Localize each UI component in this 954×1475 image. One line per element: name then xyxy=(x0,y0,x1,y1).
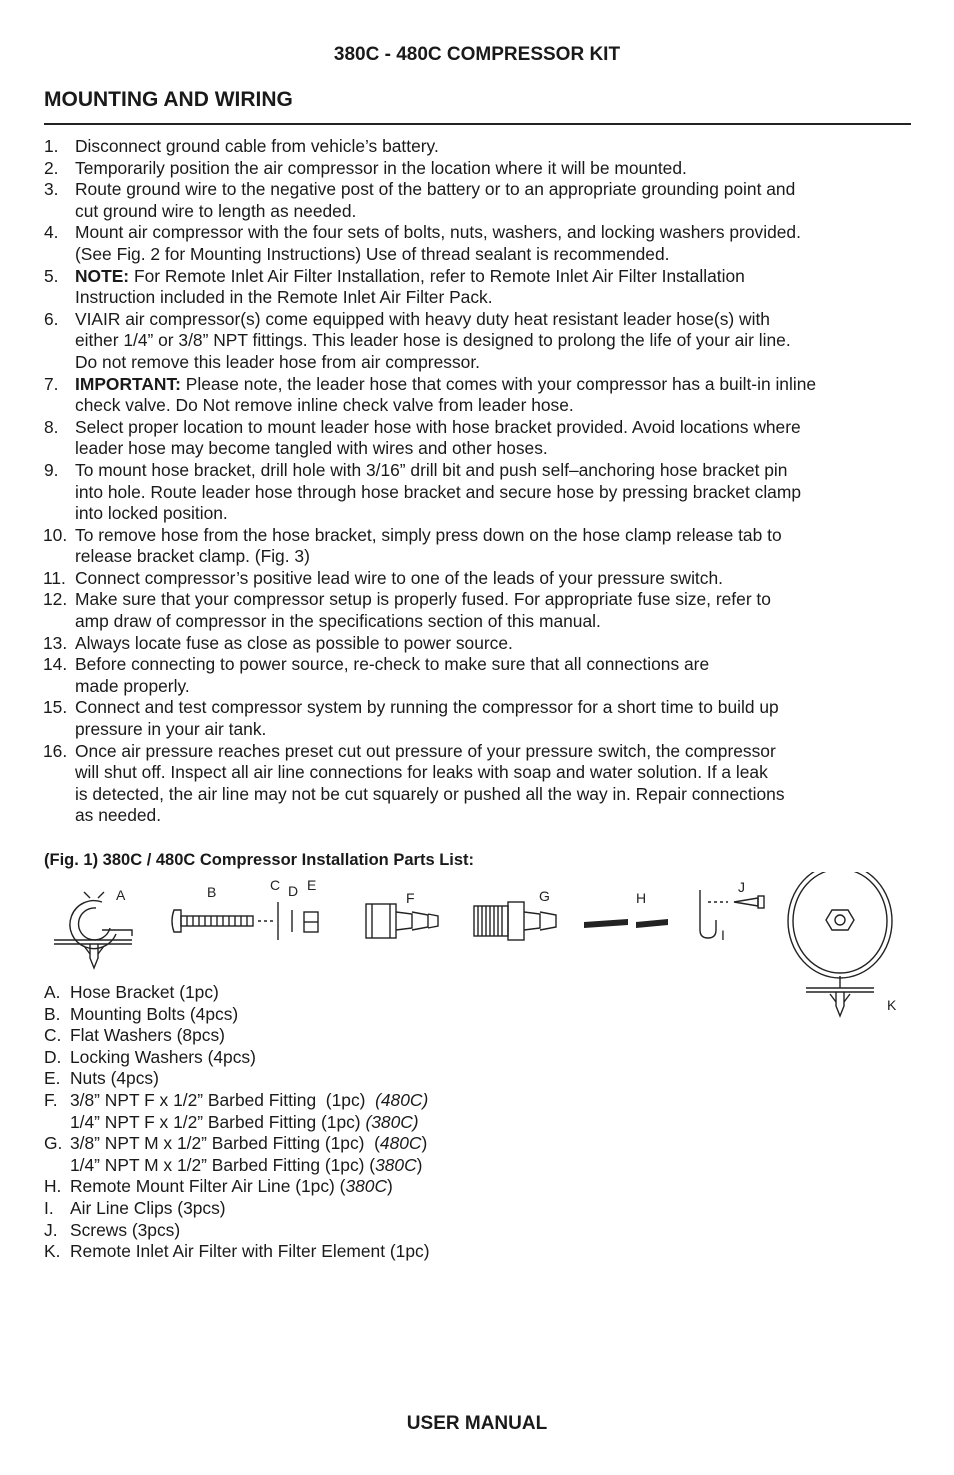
step-text-line: into locked position. xyxy=(75,503,228,524)
part-text: ) xyxy=(421,1133,428,1154)
step-number: 14. xyxy=(43,654,68,675)
step-text-line: leader hose may become tangled with wires and other hoses. xyxy=(75,438,548,459)
part-text: 1/4” NPT M x 1/2” Barbed Fitting (1pc) ( xyxy=(70,1154,376,1175)
step-number: 5. xyxy=(44,265,59,286)
part-letter: I. xyxy=(44,1197,54,1218)
step-item xyxy=(44,374,916,417)
part-text: Remote Mount Filter Air Line (1pc) ( xyxy=(70,1176,346,1197)
part-text: Locking Washers (4pcs) xyxy=(70,1046,256,1067)
step-text-line: Please note, the leader hose that comes with your compressor has a built-in inline xyxy=(180,373,817,394)
label-c: C xyxy=(270,877,281,893)
footer-label: USER MANUAL xyxy=(406,1413,548,1434)
part-text: 3/8” NPT M x 1/2” Barbed Fitting (1pc) ( xyxy=(70,1133,380,1154)
part-item xyxy=(44,1025,644,1047)
label-b: B xyxy=(207,884,217,900)
part-item xyxy=(44,1220,644,1242)
instruction-steps xyxy=(44,136,916,827)
label-k: K xyxy=(887,997,897,1013)
step-item xyxy=(44,179,916,222)
mounting-bolt-drawing xyxy=(172,910,253,932)
step-text-line: made properly. xyxy=(75,675,190,696)
hose-bracket-drawing xyxy=(54,892,132,968)
step-text-line: Do not remove this leader hose from air compressor. xyxy=(75,351,480,372)
step-number: 8. xyxy=(44,416,59,437)
step-text-line: Connect compressor’s positive lead wire to one of the leads of your pressure switch. xyxy=(75,567,723,588)
step-item xyxy=(44,309,916,374)
step-text-line: Always locate fuse as close as possible to power source. xyxy=(75,632,513,653)
step-item xyxy=(44,266,916,309)
clip-screw-drawing xyxy=(700,890,764,938)
step-text-line: Connect and test compressor system by running the compressor for a short time to build up xyxy=(75,697,779,718)
part-letter: K. xyxy=(44,1241,61,1262)
step-text-line: pressure in your air tank. xyxy=(75,719,267,740)
part-text: ) xyxy=(416,1154,423,1175)
part-item xyxy=(44,1133,644,1155)
step-item xyxy=(44,654,916,697)
male-fitting-drawing xyxy=(474,902,556,940)
part-model-tag: (380C) xyxy=(365,1111,419,1132)
part-text: Mounting Bolts (4pcs) xyxy=(70,1003,239,1024)
section-title: MOUNTING AND WIRING xyxy=(44,88,293,111)
step-number: 9. xyxy=(44,459,59,480)
step-number: 13. xyxy=(43,632,68,653)
label-d: D xyxy=(288,883,299,899)
part-item xyxy=(44,1090,644,1112)
part-text: Remote Inlet Air Filter with Filter Element (1pc) xyxy=(70,1241,430,1262)
step-text-line: as needed. xyxy=(75,805,162,826)
part-text: Screws (3pcs) xyxy=(70,1219,181,1240)
step-text-line: cut ground wire to length as needed. xyxy=(75,200,357,221)
step-item xyxy=(44,136,916,158)
step-number: 1. xyxy=(44,136,59,156)
step-item xyxy=(44,568,916,590)
step-number: 3. xyxy=(44,179,59,200)
step-number: 10. xyxy=(43,524,68,545)
label-e: E xyxy=(307,877,317,893)
part-letter: G. xyxy=(44,1133,63,1154)
step-number: 6. xyxy=(44,308,59,329)
step-item xyxy=(44,158,916,180)
step-text-line: Mount air compressor with the four sets of bolts, nuts, washers, and locking washers provided. xyxy=(75,222,801,243)
step-text-line: Disconnect ground cable from vehicle’s battery. xyxy=(75,136,439,156)
step-text-line: VIAIR air compressor(s) come equipped with heavy duty heat resistant leader hose(s) with xyxy=(75,308,770,329)
washers-nut-drawing xyxy=(258,902,318,940)
step-emphasis: IMPORTANT: xyxy=(75,373,181,394)
step-text-line: either 1/4” or 3/8” NPT fittings. This leader hose is designed to prolong the life of your air line. xyxy=(75,330,791,351)
step-text-line: (See Fig. 2 for Mounting Instructions) Use of thread sealant is recommended. xyxy=(75,243,670,264)
step-item xyxy=(44,589,916,632)
step-text-line: will shut off. Inspect all air line connections for leaks with soap and water solution. If a leak xyxy=(75,762,768,783)
part-text: Nuts (4pcs) xyxy=(70,1068,159,1089)
step-item xyxy=(44,741,916,827)
step-text-line: Instruction included in the Remote Inlet Air Filter Pack. xyxy=(75,287,493,308)
step-item xyxy=(44,525,916,568)
step-text-line: amp draw of compressor in the specifications section of this manual. xyxy=(75,611,601,632)
part-text: Flat Washers (8pcs) xyxy=(70,1025,225,1046)
part-letter: J. xyxy=(44,1219,58,1240)
step-text-line: To mount hose bracket, drill hole with 3/16” drill bit and push self–anchoring hose bracket pin xyxy=(75,459,788,480)
section-divider xyxy=(44,123,911,125)
part-item xyxy=(44,1155,644,1177)
part-letter: B. xyxy=(44,1003,61,1024)
part-letter: A. xyxy=(44,982,61,1002)
part-letter: E. xyxy=(44,1068,61,1089)
step-item xyxy=(44,417,916,460)
step-text-line: Make sure that your compressor setup is properly fused. For appropriate fuse size, refer to xyxy=(75,589,771,610)
part-item xyxy=(44,1047,644,1069)
part-letter: F. xyxy=(44,1089,58,1110)
step-text-line: For Remote Inlet Air Filter Installation, refer to Remote Inlet Air Filter Installation xyxy=(129,265,745,286)
step-number: 11. xyxy=(43,567,66,588)
step-number: 12. xyxy=(43,589,68,610)
part-letter: D. xyxy=(44,1046,62,1067)
step-item xyxy=(44,460,916,525)
step-text-line: Once air pressure reaches preset cut out pressure of your pressure switch, the compressor xyxy=(75,740,776,761)
part-text: 1/4” NPT F x 1/2” Barbed Fitting (1pc) xyxy=(70,1111,366,1132)
part-text: Air Line Clips (3pcs) xyxy=(70,1197,226,1218)
air-filter-drawing xyxy=(788,872,892,1016)
step-text-line: release bracket clamp. (Fig. 3) xyxy=(75,546,310,567)
step-text-line: check valve. Do Not remove inline check valve from leader hose. xyxy=(75,395,574,416)
part-item xyxy=(44,1241,644,1263)
step-number: 7. xyxy=(44,373,59,394)
part-item xyxy=(44,1004,644,1026)
part-model-tag: 380C xyxy=(375,1154,417,1175)
label-h: H xyxy=(636,890,647,906)
step-item xyxy=(44,222,916,265)
step-number: 2. xyxy=(44,157,59,178)
step-text-line: To remove hose from the hose bracket, simply press down on the hose clamp release tab to xyxy=(75,524,782,545)
step-item xyxy=(44,633,916,655)
part-model-tag: (480C) xyxy=(375,1089,429,1110)
step-text-line: into hole. Route leader hose through hose bracket and secure hose by pressing bracket clamp xyxy=(75,481,802,502)
part-item xyxy=(44,1176,644,1198)
part-model-tag: 380C xyxy=(345,1176,388,1197)
part-text: Hose Bracket (1pc) xyxy=(70,982,219,1002)
part-item xyxy=(44,982,644,1004)
part-item xyxy=(44,1112,644,1134)
step-number: 16. xyxy=(43,740,68,761)
step-text-line: Temporarily position the air compressor in the location where it will be mounted. xyxy=(75,157,687,178)
parts-list xyxy=(44,982,644,1263)
female-fitting-drawing xyxy=(366,904,438,938)
step-emphasis: NOTE: xyxy=(75,265,130,286)
step-text-line: Before connecting to power source, re-check to make sure that all connections are xyxy=(75,654,710,675)
part-model-tag: 480C xyxy=(379,1133,422,1154)
part-item xyxy=(44,1068,644,1090)
label-i: I xyxy=(721,927,725,943)
step-text-line: Route ground wire to the negative post of the battery or to an appropriate grounding point and xyxy=(75,179,796,200)
part-letter: C. xyxy=(44,1025,62,1046)
step-number: 15. xyxy=(43,697,68,718)
label-f: F xyxy=(406,890,415,906)
air-line-drawing xyxy=(584,919,668,928)
label-g: G xyxy=(539,888,550,904)
label-j: J xyxy=(738,879,745,895)
step-text-line: is detected, the air line may not be cut squarely or pushed all the way in. Repair connections xyxy=(75,783,785,804)
step-text-line: Select proper location to mount leader hose with hose bracket provided. Avoid locations where xyxy=(75,416,801,437)
step-number: 4. xyxy=(44,222,59,243)
part-text: ) xyxy=(387,1176,393,1197)
part-letter: H. xyxy=(44,1176,62,1197)
figure-caption: (Fig. 1) 380C / 480C Compressor Installation Parts List: xyxy=(44,851,475,869)
step-item xyxy=(44,697,916,740)
part-text: 3/8” NPT F x 1/2” Barbed Fitting (1pc) xyxy=(70,1089,376,1110)
label-a: A xyxy=(116,887,126,903)
kit-title: 380C - 480C COMPRESSOR KIT xyxy=(333,44,621,65)
part-item xyxy=(44,1198,644,1220)
